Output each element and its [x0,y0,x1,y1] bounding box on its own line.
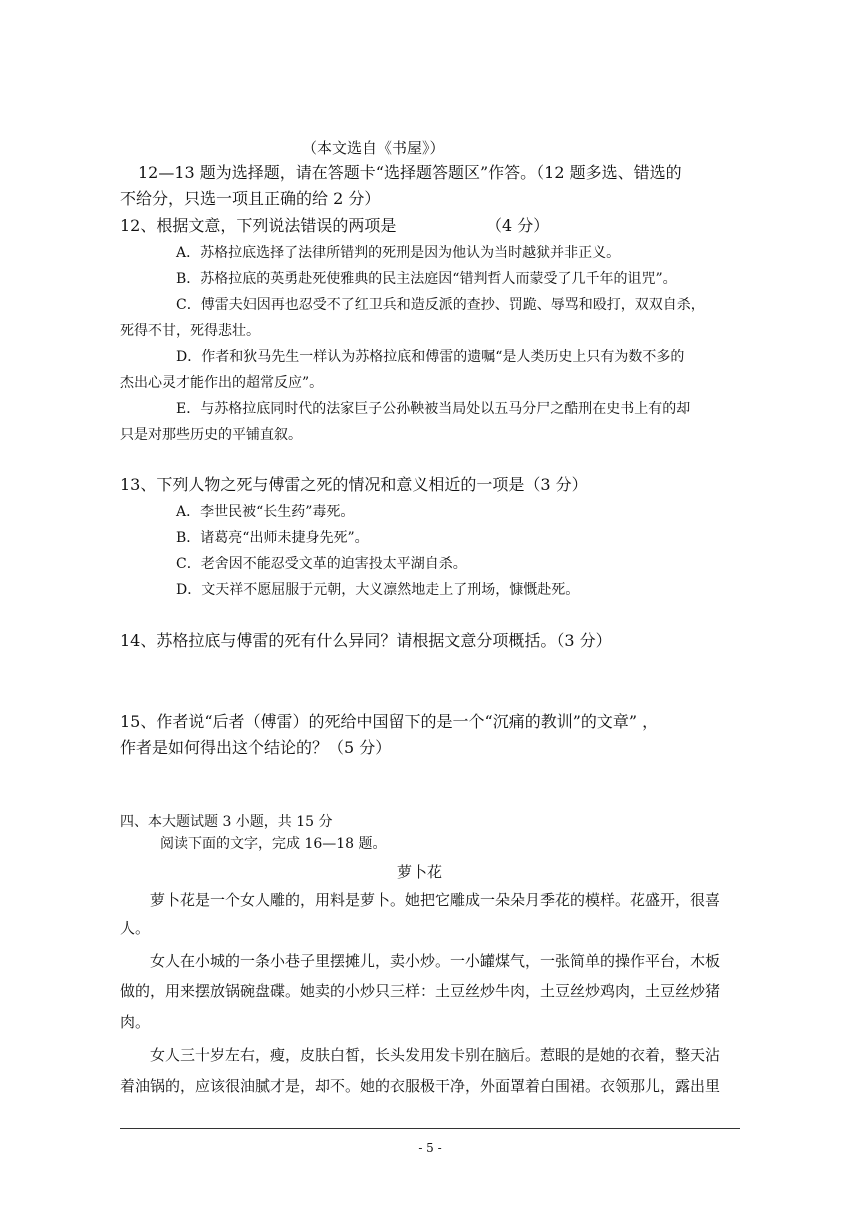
q12-stem: 12、根据文意，下列说法错误的两项是 [120,216,397,235]
q12-option-e-line-1: E．与苏格拉底同时代的法家巨子公孙鞅被当局处以五马分尸之酷刑在史书上有的却 [176,401,691,417]
q13-option-d: D．文天祥不愿屈服于元朝，大义凛然地走上了刑场，慷慨赴死。 [176,582,580,598]
section-intro: 阅读下面的文字，完成 16—18 题。 [160,836,387,852]
q15-line-2: 作者是如何得出这个结论的？（5 分） [120,738,392,757]
q12-option-d-line-1: D．作者和狄马先生一样认为苏格拉底和傅雷的遗嘱“是人类历史上只有为数不多的 [176,349,685,365]
instructions-line-2: 不给分，只选一项且正确的给 2 分） [120,189,381,208]
q13-option-b: B．诸葛亮“出师未捷身先死”。 [176,530,369,546]
q12-option-c-line-1: C．傅雷夫妇因再也忍受不了红卫兵和造反派的查抄、罚跪、辱骂和殴打，双双自杀， [176,297,705,313]
footer-divider [120,1128,740,1129]
q13-option-a: A．李世民被“长生药”毒死。 [176,504,355,520]
source-note: （本文选自《书屋》） [302,139,445,157]
passage-paragraph-2-line-3: 肉。 [120,1013,151,1031]
q12-option-a: A．苏格拉底选择了法律所错判的死刑是因为他认为当时越狱并非正义。 [176,245,621,261]
passage-paragraph-2-line-1: 女人在小城的一条小巷子里摆摊儿，卖小炒。一小罐煤气，一张简单的操作平台，木板 [150,952,721,970]
page-number: - 5 - [418,1141,442,1155]
q12-option-b: B．苏格拉底的英勇赴死使雅典的民主法庭因“错判哲人而蒙受了几千年的诅咒”。 [176,271,677,287]
section-heading: 四、本大题试题 3 小题，共 15 分 [120,814,333,830]
q12-option-c-line-2: 死得不甘，死得悲壮。 [120,323,260,339]
passage-paragraph-3-line-2: 着油锅的，应该很油腻才是，却不。她的衣服极干净，外面罩着白围裙。衣领那儿，露出里 [120,1077,721,1095]
passage-paragraph-3-line-1: 女人三十岁左右，瘦，皮肤白皙，长头发用发卡别在脑后。惹眼的是她的衣着，整天沾 [150,1046,721,1064]
q14-stem: 14、苏格拉底与傅雷的死有什么异同？请根据文意分项概括。（3 分） [120,631,612,650]
passage-title: 萝卜花 [397,863,443,881]
passage-paragraph-1-line-1: 萝卜花是一个女人雕的，用料是萝卜。她把它雕成一朵朵月季花的模样。花盛开，很喜 [150,891,721,909]
q15-line-1: 15、作者说“后者（傅雷）的死给中国留下的是一个“沉痛的教训”的文章” ， [120,712,659,731]
passage-paragraph-2-line-2: 做的，用来摆放锅碗盘碟。她卖的小炒只三样：土豆丝炒牛肉，土豆丝炒鸡肉，土豆丝炒猪 [120,982,721,1000]
passage-paragraph-1-line-2: 人。 [120,919,151,937]
q13-option-c: C．老舍因不能忍受文革的迫害投太平湖自杀。 [176,556,467,572]
q12-points: （4 分） [486,216,550,235]
instructions-line-1: 12—13 题为选择题，请在答题卡“选择题答题区”作答。（12 题多选、错选的 [138,163,682,182]
q12-option-e-line-2: 只是对那些历史的平铺直叙。 [120,427,302,443]
q13-stem: 13、下列人物之死与傅雷之死的情况和意义相近的一项是（3 分） [120,475,588,494]
q12-option-d-line-2: 杰出心灵才能作出的超常反应”。 [120,375,324,391]
